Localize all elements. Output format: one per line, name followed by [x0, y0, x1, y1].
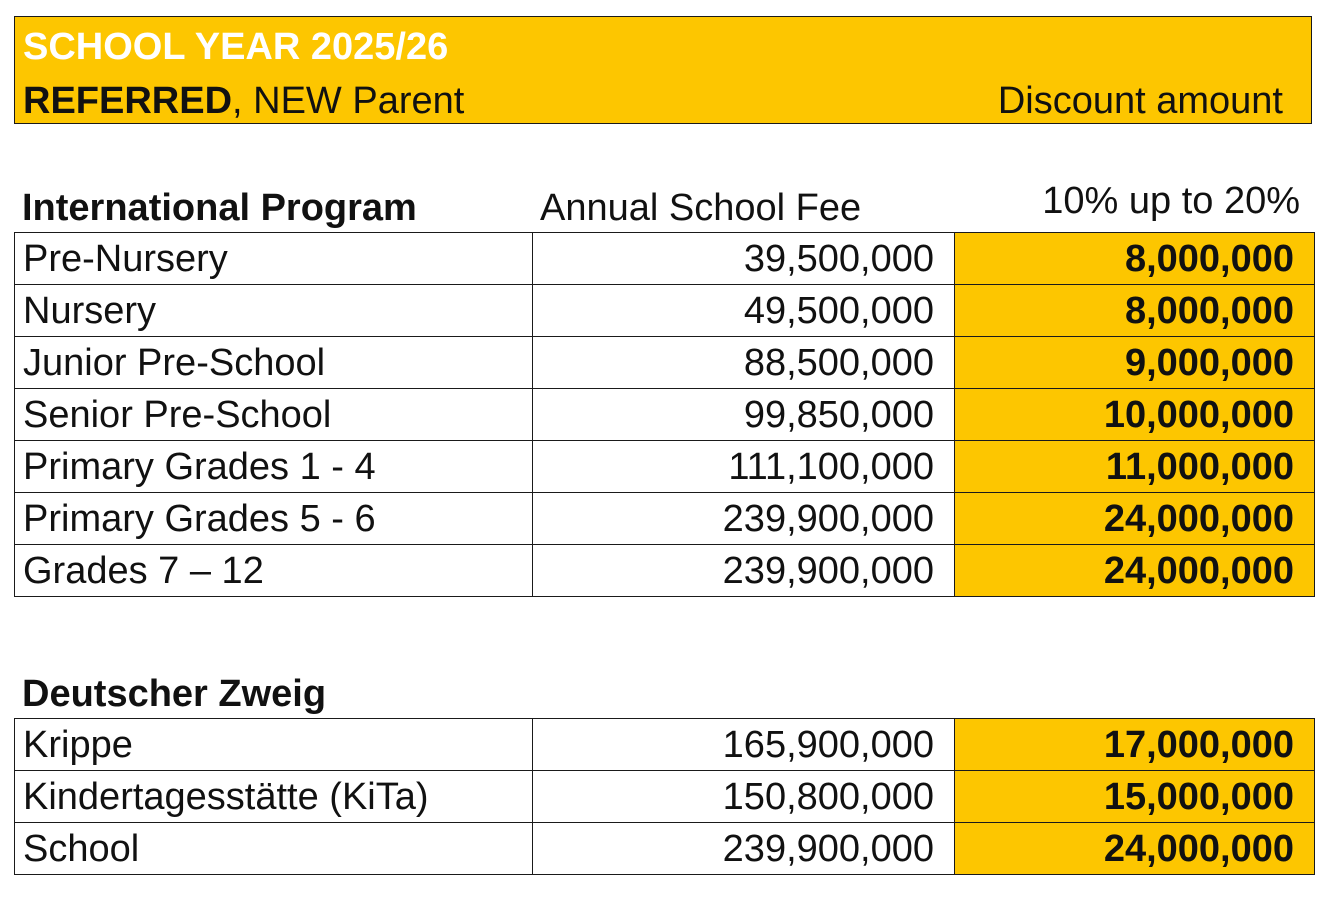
discount-value: 24,000,000: [955, 823, 1315, 875]
discount-value: 10,000,000: [955, 389, 1315, 441]
program-name: Junior Pre-School: [15, 337, 533, 389]
table-row: [15, 337, 1315, 389]
program-name: Kindertagesstätte (KiTa): [15, 771, 533, 823]
discount-range-header: 10% up to 20%: [1042, 180, 1300, 222]
annual-fee: 111,100,000: [533, 441, 955, 493]
header-banner: [14, 16, 1312, 124]
table-row: [15, 441, 1315, 493]
discount-value: 24,000,000: [955, 493, 1315, 545]
program-name: Primary Grades 5 - 6: [15, 493, 533, 545]
table-row: [15, 285, 1315, 337]
table-row: [15, 493, 1315, 545]
discount-value: 9,000,000: [955, 337, 1315, 389]
program-name: Senior Pre-School: [15, 389, 533, 441]
deutscher-zweig-fee-table: [14, 718, 1315, 875]
annual-fee: 39,500,000: [533, 233, 955, 285]
international-fee-table: [14, 232, 1315, 597]
annual-fee: 99,850,000: [533, 389, 955, 441]
table-row: [15, 771, 1315, 823]
audience-line: [23, 79, 464, 123]
program-name: Pre-Nursery: [15, 233, 533, 285]
discount-value: 8,000,000: [955, 285, 1315, 337]
annual-fee: 239,900,000: [533, 545, 955, 597]
discount-value: 8,000,000: [955, 233, 1315, 285]
table-row: [15, 823, 1315, 875]
discount-value: 11,000,000: [955, 441, 1315, 493]
program-name: Grades 7 – 12: [15, 545, 533, 597]
table-row: [15, 389, 1315, 441]
discount-value: 17,000,000: [955, 719, 1315, 771]
discount-value: 15,000,000: [955, 771, 1315, 823]
referred-label: REFERRED: [23, 80, 233, 122]
new-parent-label: , NEW Parent: [232, 80, 465, 122]
school-year-title: SCHOOL YEAR 2025/26: [23, 26, 449, 68]
annual-fee: 165,900,000: [533, 719, 955, 771]
table-row: [15, 233, 1315, 285]
annual-fee: 150,800,000: [533, 771, 955, 823]
table-row: [15, 719, 1315, 771]
table-row: [15, 545, 1315, 597]
annual-fee: 88,500,000: [533, 337, 955, 389]
program-name: Nursery: [15, 285, 533, 337]
annual-fee: 49,500,000: [533, 285, 955, 337]
annual-fee-header: Annual School Fee: [540, 187, 862, 229]
program-name: School: [15, 823, 533, 875]
annual-fee: 239,900,000: [533, 493, 955, 545]
program-name: Krippe: [15, 719, 533, 771]
program-name: Primary Grades 1 - 4: [15, 441, 533, 493]
discount-value: 24,000,000: [955, 545, 1315, 597]
deutscher-zweig-title: Deutscher Zweig: [22, 673, 327, 715]
international-program-title: International Program: [22, 187, 417, 229]
discount-amount-label: Discount amount: [997, 80, 1283, 122]
annual-fee: 239,900,000: [533, 823, 955, 875]
